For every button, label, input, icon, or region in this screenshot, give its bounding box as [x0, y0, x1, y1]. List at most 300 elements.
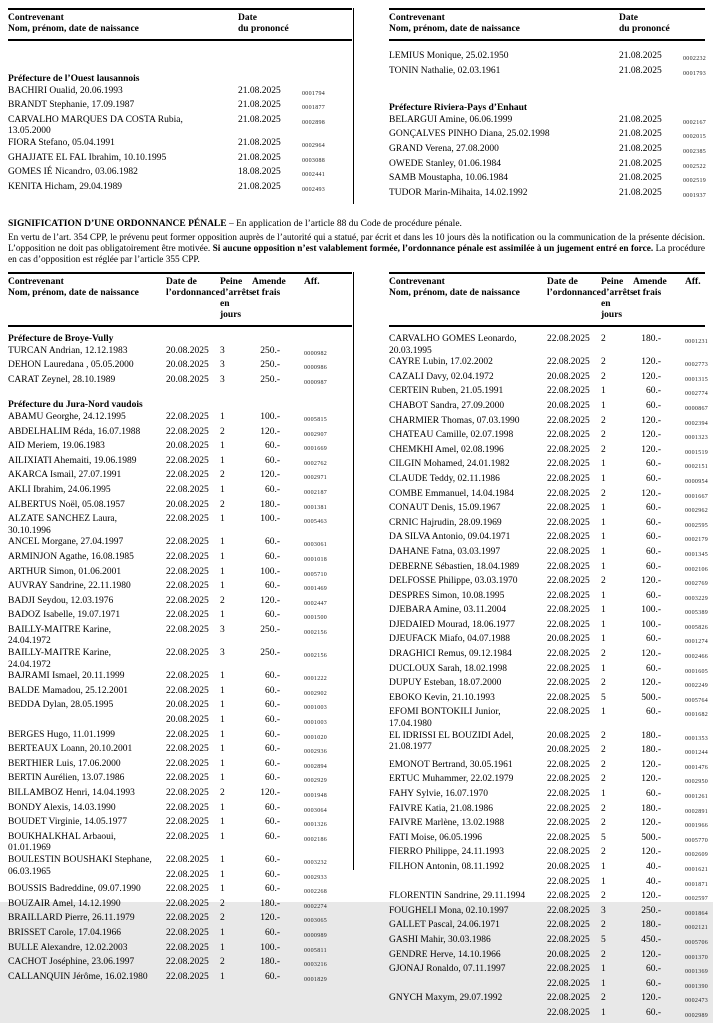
decision-date: 22.08.2025 [547, 759, 590, 770]
case-ref-number: 0002950 [685, 779, 709, 786]
row-line [539, 386, 708, 401]
offender-row [8, 773, 352, 788]
row-lines [158, 412, 352, 427]
fine-amount: 120.- [260, 913, 280, 924]
arrest-days: 1 [220, 514, 225, 525]
row-line [539, 678, 708, 693]
fine-amount: 120.- [641, 847, 661, 858]
fine-amount: 60.- [264, 831, 280, 842]
row-line [158, 596, 352, 611]
decision-date: 22.08.2025 [547, 649, 590, 660]
offender-row [8, 596, 352, 611]
offender-name: FIORA Stefano, 05.04.1991 [8, 137, 115, 148]
row-line [539, 430, 708, 445]
offender-name: BOULESTIN BOUSHAKI Stephane, 06.03.1965 [8, 854, 152, 877]
row-lines [158, 514, 352, 537]
case-ref-number: 0001390 [685, 983, 709, 990]
fine-amount: 120.- [260, 426, 280, 437]
offender-row [8, 855, 352, 884]
row-lines [539, 891, 708, 906]
column-divider [353, 8, 354, 204]
case-ref-number: 0002441 [302, 172, 326, 179]
offender-name: CACHOT Joséphine, 23.06.1997 [8, 957, 135, 968]
prefecture-heading: Préfecture du Jura-Nord vaudois [8, 400, 143, 411]
offender-name: BRANDT Stephanie, 17.09.1987 [8, 100, 135, 111]
fine-amount: 60.- [264, 700, 280, 711]
offender-row [8, 803, 352, 818]
row-line [539, 745, 708, 760]
decision-date: 22.08.2025 [166, 802, 209, 813]
decision-date: 22.08.2025 [547, 503, 590, 514]
offender-name: CALLANQUIN Jérôme, 16.02.1980 [8, 971, 148, 982]
row-line [158, 759, 352, 774]
decision-date: 22.08.2025 [166, 484, 209, 495]
offender-name: CAYRE Lubin, 17.02.2002 [389, 357, 493, 368]
offender-row [8, 153, 352, 168]
case-ref-number: 0000989 [304, 932, 328, 939]
offender-row [8, 537, 352, 552]
row-lines [158, 346, 352, 361]
fine-amount: 60.- [264, 671, 280, 682]
case-ref-number: 0001345 [685, 551, 709, 558]
offender-name: COMBE Emmanuel, 14.04.1984 [389, 488, 514, 499]
offender-name: BOUKHALKHAL Arbaoui, 01.01.1969 [8, 831, 116, 854]
offender-name: TONIN Nathalie, 02.03.1961 [389, 65, 501, 76]
offender-row [389, 634, 709, 649]
decision-date: 22.08.2025 [166, 817, 209, 828]
row-line [611, 159, 706, 174]
arrest-days: 1 [220, 411, 225, 422]
offender-row [389, 115, 705, 130]
row-line [158, 346, 352, 361]
row-lines [539, 950, 708, 965]
fine-amount: 60.- [264, 484, 280, 495]
row-line [158, 537, 352, 552]
notice-title-bold: SIGNIFICATION D’UNE ORDONNANCE PÉNALE [8, 219, 227, 229]
row-line [158, 485, 352, 500]
decision-date: 22.08.2025 [166, 514, 209, 525]
fine-amount: 180.- [641, 803, 661, 814]
fine-amount: 120.- [641, 759, 661, 770]
row-lines [158, 928, 352, 943]
row-line [611, 144, 706, 159]
fine-amount: 60.- [645, 400, 661, 411]
row-line [158, 552, 352, 567]
arrest-days: 1 [601, 707, 606, 718]
table-body [389, 327, 709, 1023]
row-lines [539, 562, 708, 577]
decision-date: 22.08.2025 [547, 386, 590, 397]
offender-row [389, 159, 705, 174]
decision-date: 21.08.2025 [238, 152, 281, 163]
arrest-days: 1 [601, 517, 606, 528]
prefecture-heading: Préfecture de Broye-Vully [8, 334, 114, 344]
row-line [611, 115, 706, 130]
arrest-days: 5 [601, 934, 606, 945]
decision-date: 22.08.2025 [166, 455, 209, 466]
decision-date: 20.08.2025 [547, 730, 590, 741]
fine-amount: 60.- [264, 927, 280, 938]
decision-date: 22.08.2025 [547, 876, 590, 887]
case-ref-number: 0002015 [683, 134, 707, 141]
decision-date: 20.08.2025 [547, 634, 590, 645]
offender-row [8, 817, 352, 832]
arrest-days: 2 [601, 415, 606, 426]
offender-row [389, 415, 709, 431]
row-lines [158, 500, 352, 515]
row-line [158, 360, 352, 375]
offender-name: BADJI Seydou, 12.03.1976 [8, 595, 114, 606]
decision-date: 22.08.2025 [166, 773, 209, 784]
arrest-days: 1 [601, 590, 606, 601]
case-ref-number: 0002971 [304, 475, 328, 482]
row-line [539, 664, 708, 679]
row-line [158, 500, 352, 515]
row-line [539, 731, 708, 746]
header-ordonnance: l’ordonnance [547, 288, 601, 298]
case-ref-number: 0000982 [304, 350, 328, 357]
row-lines [539, 935, 708, 950]
offender-row [8, 456, 352, 471]
offender-row [8, 567, 352, 582]
header-date: Date [619, 13, 638, 23]
offender-row [389, 707, 709, 730]
arrest-days: 1 [220, 773, 225, 784]
row-line [539, 503, 708, 518]
arrest-days: 2 [220, 499, 225, 510]
notice-body-bold: Si aucune opposition n’est valablement formée, l’ordonnance pénale est assimilée à un jugement entré en force. [212, 244, 654, 254]
arrest-days: 2 [601, 818, 606, 829]
decision-date: 20.08.2025 [166, 499, 209, 510]
decision-date: 22.08.2025 [166, 758, 209, 769]
fine-amount: 100.- [641, 619, 661, 630]
offender-row [389, 561, 709, 577]
case-ref-number: 0002773 [685, 362, 709, 369]
row-lines [539, 833, 708, 848]
row-lines [539, 862, 708, 891]
header-date: Date [238, 13, 257, 23]
offender-name: TURCAN Andrian, 12.12.1983 [8, 345, 128, 356]
fine-amount: 180.- [641, 745, 661, 756]
offender-row [389, 459, 709, 474]
row-lines [158, 957, 352, 972]
row-lines [539, 459, 708, 474]
fine-amount: 60.- [264, 455, 280, 466]
offender-name: CHEMKHI Amel, 02.08.1996 [389, 444, 504, 455]
case-ref-number: 0002894 [304, 763, 328, 770]
decision-date: 21.08.2025 [619, 143, 662, 154]
header-arrets: d’arrêts [601, 288, 634, 298]
row-lines [158, 456, 352, 471]
row-lines [539, 774, 708, 789]
arrest-days: 1 [220, 455, 225, 466]
row-lines [158, 537, 352, 552]
offender-name: BILLAMBOZ Henri, 14.04.1993 [8, 788, 135, 798]
offender-row [389, 818, 709, 833]
row-line [158, 928, 352, 943]
row-lines [158, 855, 352, 884]
arrest-days: 1 [601, 400, 606, 411]
decision-date: 22.08.2025 [547, 430, 590, 441]
fine-amount: 60.- [645, 964, 661, 975]
table-bottom-left [8, 272, 352, 1023]
offender-row [8, 375, 352, 390]
offender-name: DRAGHICI Remus, 09.12.1984 [389, 649, 512, 660]
row-line [539, 964, 708, 979]
arrest-days: 1 [601, 473, 606, 484]
offender-row [389, 847, 709, 862]
table-bottom-right [389, 272, 709, 1023]
arrest-days: 1 [601, 546, 606, 557]
row-lines [539, 386, 708, 401]
row-line [539, 591, 708, 606]
row-lines [158, 700, 352, 729]
offender-name: BONDY Alexis, 14.03.1990 [8, 802, 116, 813]
case-ref-number: 0001605 [685, 668, 709, 675]
offender-row [389, 934, 709, 950]
arrest-days: 2 [601, 430, 606, 441]
offender-row [389, 473, 709, 489]
row-line [539, 847, 708, 862]
row-lines [158, 671, 352, 686]
decision-date: 21.08.2025 [238, 137, 281, 148]
arrest-days: 2 [220, 470, 225, 481]
offender-name: FATI Moise, 06.05.1996 [389, 832, 482, 843]
offender-name: CONAUT Denis, 15.09.1967 [389, 503, 501, 514]
case-ref-number: 0002249 [685, 683, 709, 690]
decision-date: 22.08.2025 [547, 473, 590, 484]
arrest-days: 1 [220, 715, 225, 726]
arrest-days: 1 [220, 942, 225, 953]
offender-row [389, 517, 709, 533]
offender-name: FILHON Antonin, 08.11.1992 [389, 861, 504, 872]
row-lines [158, 581, 352, 596]
decision-date: 21.08.2025 [619, 173, 662, 184]
offender-row [389, 173, 705, 188]
header-date-de: Date de [547, 277, 578, 287]
offender-row [8, 648, 352, 671]
arrest-days: 1 [601, 861, 606, 872]
case-ref-number: 0001864 [685, 910, 709, 917]
row-line [539, 416, 708, 431]
fine-amount: 120.- [260, 470, 280, 481]
table-top-left [8, 8, 352, 202]
decision-date: 22.08.2025 [547, 978, 590, 989]
row-line [539, 707, 708, 722]
arrest-days: 1 [220, 441, 225, 452]
arrest-days: 1 [220, 610, 225, 621]
row-line [230, 182, 352, 197]
decision-date: 20.08.2025 [547, 861, 590, 872]
case-ref-number: 0001323 [685, 435, 709, 442]
row-lines [158, 788, 352, 803]
fine-amount: 60.- [645, 663, 661, 674]
table-top-right [389, 8, 705, 202]
offender-row [389, 663, 709, 679]
row-lines [158, 567, 352, 582]
offender-row [8, 138, 352, 153]
decision-date: 22.08.2025 [166, 648, 209, 659]
row-lines [539, 760, 708, 775]
case-ref-number: 0001469 [304, 586, 328, 593]
fine-amount: 60.- [645, 546, 661, 557]
row-lines [230, 153, 352, 168]
offender-row [8, 899, 352, 914]
arrest-days: 1 [220, 671, 225, 682]
fine-amount: 60.- [645, 473, 661, 484]
row-line [158, 375, 352, 390]
row-lines [611, 159, 706, 174]
offender-name: DJEDAIED Mourad, 18.06.1977 [389, 619, 515, 630]
row-lines [158, 884, 352, 899]
row-line [158, 870, 352, 885]
offender-name: LEMIUS Monique, 25.02.1950 [389, 51, 509, 61]
offender-name: DEBERNE Sébastien, 18.04.1989 [389, 561, 520, 572]
offender-row [8, 441, 352, 456]
decision-date: 20.08.2025 [166, 360, 209, 371]
row-line [158, 671, 352, 686]
case-ref-number: 0001261 [685, 794, 709, 800]
case-ref-number: 0001966 [685, 823, 709, 830]
header-amende: Amende [633, 277, 667, 287]
fine-amount: 60.- [264, 802, 280, 813]
notice-title [8, 218, 705, 230]
row-line [158, 427, 352, 442]
decision-date: 22.08.2025 [547, 920, 590, 931]
arrest-days: 3 [220, 624, 225, 635]
case-ref-number: 0001315 [685, 376, 709, 383]
fine-amount: 60.- [264, 971, 280, 982]
case-ref-number: 0001621 [685, 866, 709, 873]
row-lines [158, 730, 352, 745]
offender-row [8, 581, 352, 596]
case-ref-number: 0000867 [685, 405, 709, 412]
offender-row [8, 552, 352, 567]
case-ref-number: 0001381 [304, 504, 328, 511]
case-ref-number: 0001793 [683, 70, 707, 77]
offender-name: GRAND Verena, 27.08.2000 [389, 143, 499, 154]
row-line [539, 489, 708, 504]
row-lines [539, 707, 708, 730]
header-contrevenant: Contrevenant [8, 13, 64, 23]
case-ref-number: 0002769 [685, 581, 709, 588]
case-ref-number: 0002121 [685, 925, 709, 932]
offender-name: GALLET Pascal, 24.06.1971 [389, 920, 500, 931]
fine-amount: 60.- [264, 854, 280, 865]
offender-name: KENITA Hicham, 29.04.1989 [8, 181, 123, 192]
row-line [611, 51, 706, 66]
fine-amount: 60.- [264, 537, 280, 548]
row-lines [539, 847, 708, 862]
row-line [539, 532, 708, 547]
row-lines [539, 804, 708, 819]
fine-amount: 250.- [260, 624, 280, 635]
decision-date: 22.08.2025 [547, 532, 590, 543]
row-line [539, 862, 708, 877]
arrest-days: 2 [601, 759, 606, 770]
offender-row [389, 949, 709, 965]
fine-amount: 250.- [260, 374, 280, 385]
fine-amount: 60.- [264, 715, 280, 726]
row-line [158, 470, 352, 485]
row-lines [539, 664, 708, 679]
table-header [8, 272, 352, 327]
case-ref-number: 0002187 [304, 489, 328, 496]
header-contrevenant: Contrevenant [389, 13, 445, 23]
row-lines [539, 789, 708, 804]
offender-row [8, 671, 352, 686]
arrest-days: 2 [601, 444, 606, 455]
row-lines [158, 803, 352, 818]
row-lines [230, 167, 352, 182]
row-line [539, 979, 708, 994]
arrest-days: 1 [601, 619, 606, 630]
row-line [158, 957, 352, 972]
row-lines [230, 100, 352, 115]
offender-row [389, 964, 709, 993]
row-line [539, 459, 708, 474]
row-line [539, 474, 708, 489]
case-ref-number: 0002774 [685, 391, 709, 398]
case-ref-number: 0002907 [304, 431, 328, 438]
offender-name: GOMES IÉ Nicandro, 03.06.1982 [8, 167, 138, 178]
row-lines [158, 552, 352, 567]
arrest-days: 1 [220, 551, 225, 562]
offender-row [389, 692, 709, 708]
fine-amount: 60.- [264, 441, 280, 452]
row-line [539, 372, 708, 387]
fine-amount: 180.- [641, 920, 661, 931]
row-line [539, 547, 708, 562]
offender-row [8, 625, 352, 648]
case-ref-number: 0001003 [304, 720, 328, 727]
offender-row [8, 686, 352, 701]
arrest-days: 2 [601, 891, 606, 902]
arrest-days: 2 [220, 913, 225, 924]
offender-row [8, 167, 352, 182]
arrest-days: 3 [220, 360, 225, 371]
offender-name: CARVALHO MARQUES DA COSTA Rubia, 13.05.2000 [8, 114, 183, 137]
row-line [158, 899, 352, 914]
arrest-days: 1 [220, 869, 225, 880]
header-en-jours: en jours [601, 299, 623, 320]
case-ref-number: 0002933 [304, 874, 328, 881]
row-lines [539, 416, 708, 431]
fine-amount: 120.- [641, 678, 661, 689]
row-line [158, 855, 352, 870]
row-line [539, 620, 708, 635]
decision-date: 22.08.2025 [547, 993, 590, 1004]
arrest-days: 1 [601, 978, 606, 989]
row-line [158, 441, 352, 456]
decision-date: 20.08.2025 [547, 400, 590, 411]
row-lines [158, 832, 352, 855]
case-ref-number: 0005764 [685, 697, 709, 704]
arrest-days: 2 [601, 649, 606, 660]
row-line [539, 1008, 708, 1023]
row-line [611, 173, 706, 188]
row-line [539, 334, 708, 349]
offender-name: BADOZ Isabelle, 19.07.1971 [8, 610, 121, 621]
offender-name: BACHIRI Oualid, 20.06.1993 [8, 85, 123, 96]
arrest-days: 2 [220, 957, 225, 968]
header-et-frais: et frais [252, 288, 281, 298]
arrest-days: 1 [220, 802, 225, 813]
offender-name: BELARGUI Amine, 06.06.1999 [389, 114, 513, 125]
offender-row [389, 649, 709, 664]
decision-date: 22.08.2025 [547, 934, 590, 945]
row-line [539, 920, 708, 935]
